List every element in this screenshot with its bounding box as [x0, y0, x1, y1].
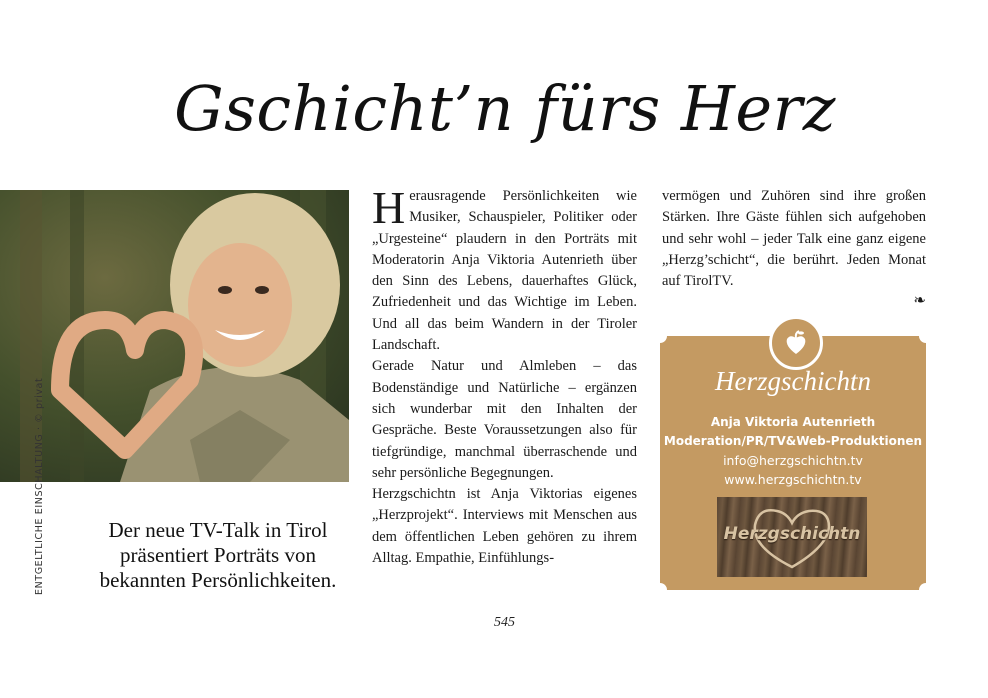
box-corner: [919, 329, 933, 343]
article-title: Gschicht’n fürs Herz: [174, 72, 836, 145]
article-paragraph-3-continued: vermögen und Zuhören sind ihre großen Stärken. Ihre Gäste fühlen sich aufgehoben und sehr wohl – jeder Talk eine ganz eigene „Herzg’schicht“, die berührt. Jeden Monat auf TirolTV.: [662, 188, 926, 290]
contact-website[interactable]: www.herzgschichtn.tv: [724, 472, 862, 487]
fleuron-icon: ❧: [913, 293, 926, 310]
article-column-1: [372, 182, 637, 569]
article-paragraph-2: Gerade Natur und Almleben – das Bodenständige und Natürliche – ergänzen sich wunderbar mit den Inhalten der Gespräche. Beste Voraussetzungen also für tiefgründige, manchmal überraschende und sehr persönliche Begegnungen.: [372, 358, 637, 481]
contact-role: Moderation/PR/TV&Web-Produktionen: [663, 434, 923, 448]
heart-apple-icon: [769, 316, 823, 370]
drop-cap: H: [372, 182, 406, 233]
logo-lettering: Herzgschichtn: [723, 524, 861, 544]
page-number: 545: [494, 615, 515, 630]
contact-email[interactable]: info@herzgschichtn.tv: [723, 453, 863, 468]
photo-credit: ENTGELTLICHE EINSCHALTUNG · © privat: [34, 377, 45, 595]
box-corner: [653, 329, 667, 343]
infobox-title: Herzgschichtn: [715, 366, 871, 396]
article-paragraph-3: Herzgschichtn ist Anja Viktorias eigenes „Herzprojekt“. Interviews mit Menschen aus dem öffentlichen Leben gehören zu ihrem Alltag. Empathie, Einfühlungs-: [372, 486, 637, 567]
herzgschichtn-logo-image: [717, 497, 867, 577]
photo-caption: Der neue TV-Talk in Tirol präsentiert Porträts von bekannten Persönlichkeiten.: [99, 518, 337, 592]
box-corner: [653, 583, 667, 597]
portrait-photo: [0, 190, 349, 482]
article-column-2: [662, 186, 926, 310]
contact-name: Anja Viktoria Autenrieth: [710, 415, 876, 429]
box-corner: [919, 583, 933, 597]
article-paragraph-1: Herausragende Persönlichkeiten wie Musiker, Schauspieler, Politiker oder „Urgesteine“ plaudern in den Porträts mit Moderatorin Anja Viktoria Autenrieth über den Sinn des Lebens, dauerhaftes Glück, Zufriedenheit und das Wichtige im Leben. Und all das beim Wandern in der Tiroler Landschaft.: [372, 182, 637, 354]
